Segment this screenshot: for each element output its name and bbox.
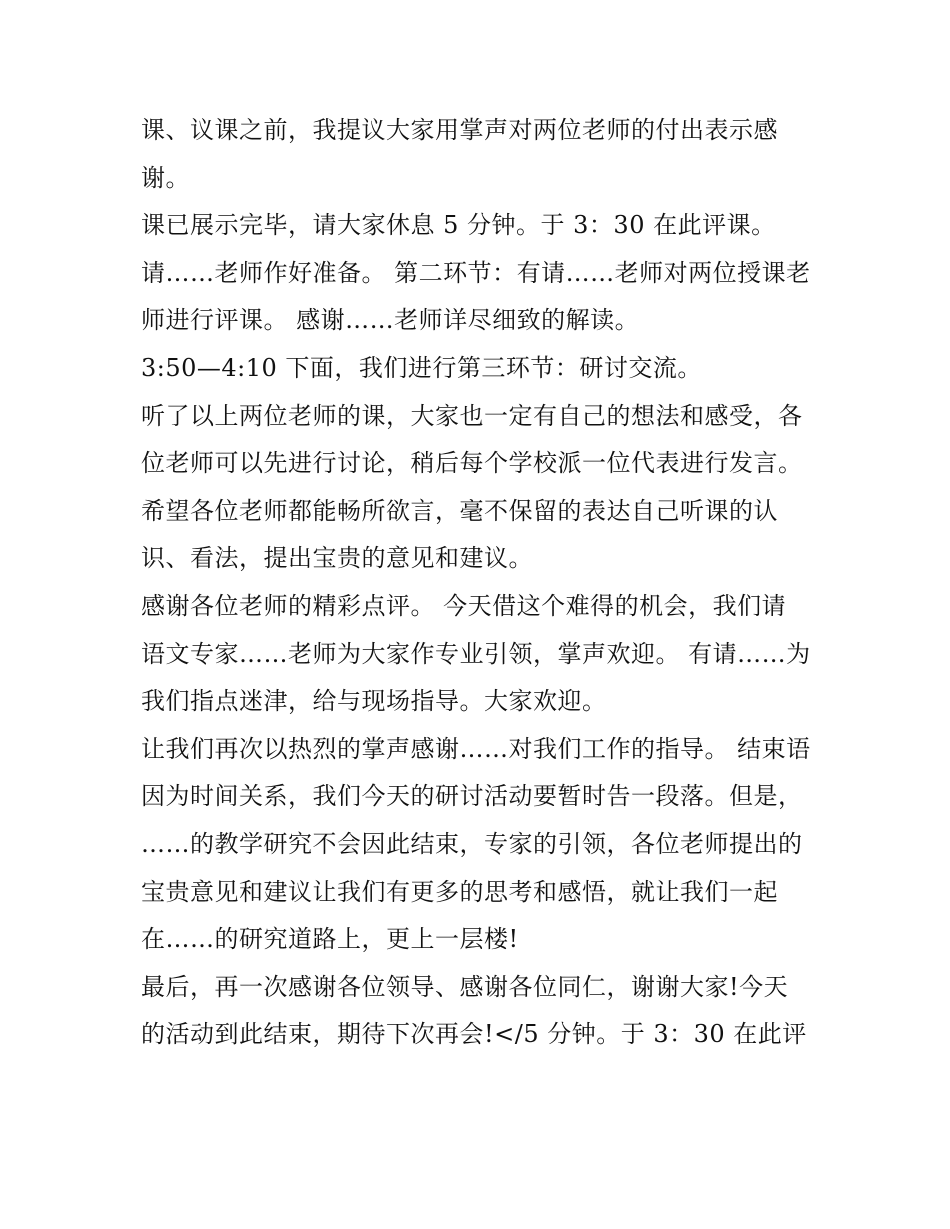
text-line: 课已展示完毕，请大家休息 5 分钟。于 3：30 在此评课。	[141, 211, 776, 240]
text-line: 位老师可以先进行讨论，稍后每个学校派一位代表进行发言。	[141, 449, 803, 478]
text-line: 让我们再次以热烈的掌声感谢……对我们工作的指导。 结束语	[141, 734, 811, 763]
text-line: 谢。	[141, 163, 190, 192]
text-line: 3:50—4:10 下面，我们进行第三环节：研讨交流。	[141, 353, 702, 382]
text-line: 师进行评课。 感谢……老师详尽细致的解读。	[141, 306, 640, 335]
text-line: 我们指点迷津，给与现场指导。大家欢迎。	[141, 687, 607, 716]
text-line: 希望各位老师都能畅所欲言，毫不保留的表达自己听课的认	[141, 496, 778, 525]
text-line: 语文专家……老师为大家作专业引领，掌声欢迎。 有请……为	[141, 639, 811, 668]
text-line: 最后，再一次感谢各位领导、感谢各位同仁，谢谢大家!今天	[141, 972, 789, 1001]
text-line: ……的教学研究不会因此结束，专家的引领，各位老师提出的	[141, 829, 803, 858]
text-line: 识、看法，提出宝贵的意见和建议。	[141, 544, 533, 573]
text-line: 因为时间关系，我们今天的研讨活动要暂时告一段落。但是，	[141, 782, 803, 811]
text-line: 的活动到此结束，期待下次再会!</5 分钟。于 3：30 在此评	[141, 1020, 807, 1049]
text-line: 课、议课之前，我提议大家用掌声对两位老师的付出表示感	[141, 116, 778, 144]
text-line: 请……老师作好准备。 第二环节：有请……老师对两位授课老	[141, 258, 811, 287]
text-line: 感谢各位老师的精彩点评。 今天借这个难得的机会，我们请	[141, 591, 787, 620]
document-body	[141, 107, 821, 1059]
text-line: 在……的研究道路上，更上一层楼!	[141, 925, 519, 954]
text-line: 听了以上两位老师的课，大家也一定有自己的想法和感受，各	[141, 401, 803, 430]
text-line: 宝贵意见和建议让我们有更多的思考和感悟，就让我们一起	[141, 877, 778, 906]
